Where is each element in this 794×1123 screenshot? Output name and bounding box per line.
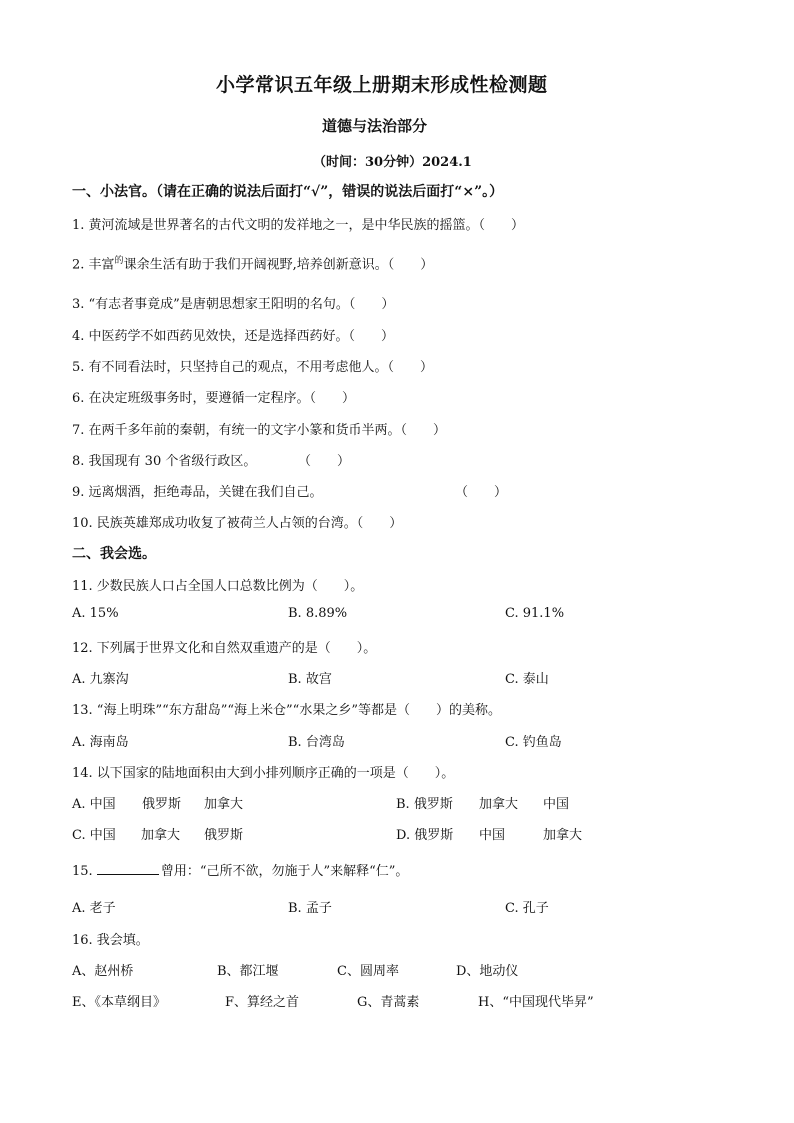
judge-item-3: 3. “有志者事竟成”是唐朝思想家王阳明的名句。（ ） — [72, 297, 395, 312]
q16-item-h: H、“中国现代毕昇” — [478, 995, 594, 1010]
q16-item-d: D、地动仪 — [456, 964, 519, 979]
q14-option-d-1: D. 俄罗斯 — [396, 828, 454, 843]
q15-blank[interactable] — [97, 862, 159, 875]
q16-item-f: F、算经之首 — [225, 995, 300, 1010]
judge-item-2 — [72, 253, 433, 272]
q13-option-a: A. 海南岛 — [72, 735, 129, 750]
judge-item-4: 4. 中医药学不如西药见效快，还是选择西药好。（ ） — [72, 329, 395, 344]
q13-option-b: B. 台湾岛 — [288, 735, 345, 750]
page-subtitle: 道德与法治部分 — [322, 117, 428, 135]
judge-item-2-pre: 2. 丰富 — [72, 257, 115, 273]
q14-option-a-2: 俄罗斯 — [142, 797, 182, 812]
section-heading-choice: 二、我会选。 — [72, 546, 156, 562]
q15-option-b: B. 孟子 — [288, 901, 332, 916]
q13-stem: 13. “海上明珠”“东方甜岛”“海上米仓”“水果之乡”等都是（ ）的美称。 — [72, 703, 501, 718]
q14-option-b-3: 中国 — [543, 797, 570, 812]
q14-option-c-3: 俄罗斯 — [204, 828, 244, 843]
q16-item-g: G、青蒿素 — [357, 995, 420, 1010]
q11-option-b: B. 8.89% — [288, 606, 348, 621]
q16-stem: 16. 我会填。 — [72, 933, 149, 948]
q13-option-c: C. 钓鱼岛 — [505, 735, 562, 750]
q16-item-b: B、都江堰 — [217, 964, 279, 979]
q15-stem — [72, 860, 408, 879]
q14-option-b-2: 加拿大 — [479, 797, 519, 812]
q15-text: 曾用：“己所不欲，勿施于人”来解释“仁”。 — [160, 864, 409, 879]
q12-option-c: C. 泰山 — [505, 672, 549, 687]
q14-option-d-3: 加拿大 — [543, 828, 583, 843]
judge-item-2-post: 课余生活有助于我们开阔视野,培养创新意识。（ ） — [123, 257, 434, 273]
q16-item-a: A、赵州桥 — [72, 964, 134, 979]
page-title: 小学常识五年级上册期末形成性检测题 — [216, 74, 548, 96]
q12-stem: 12. 下列属于世界文化和自然双重遗产的是（ ）。 — [72, 641, 377, 656]
q14-option-a-1: A. 中国 — [72, 797, 116, 812]
q11-option-a: A. 15% — [72, 606, 119, 621]
judge-item-1: 1. 黄河流域是世界著名的古代文明的发祥地之一，是中华民族的摇篮。（ ） — [72, 218, 525, 233]
q15-number: 15. — [72, 864, 97, 879]
q14-option-b-1: B. 俄罗斯 — [396, 797, 453, 812]
exam-time: （时间：30分钟）2024.1 — [313, 155, 472, 170]
q14-stem: 14. 以下国家的陆地面积由大到小排列顺序正确的一项是（ ）。 — [72, 766, 455, 781]
judge-item-2-sup: 的 — [114, 256, 124, 266]
q16-item-c: C、圆周率 — [337, 964, 399, 979]
judge-item-10: 10. 民族英雄郑成功收复了被荷兰人占领的台湾。（ ） — [72, 516, 403, 531]
q14-option-d-2: 中国 — [479, 828, 506, 843]
q14-option-c-1: C. 中国 — [72, 828, 116, 843]
judge-item-8-paren: （ ） — [298, 454, 351, 469]
q12-option-a: A. 九寨沟 — [72, 672, 129, 687]
q16-item-e: E、《本草纲目》 — [72, 995, 166, 1010]
judge-item-7: 7. 在两千多年前的秦朝，有统一的文字小篆和货币半两。（ ） — [72, 423, 447, 438]
judge-item-8: 8. 我国现有 30 个省级行政区。 — [72, 454, 257, 469]
q11-option-c: C. 91.1% — [505, 606, 565, 621]
q14-option-a-3: 加拿大 — [204, 797, 244, 812]
q12-option-b: B. 故宫 — [288, 672, 332, 687]
section-heading-judge: 一、小法官。（请在正确的说法后面打“√”，错误的说法后面打“×”。） — [72, 184, 504, 200]
judge-item-5: 5. 有不同看法时，只坚持自己的观点，不用考虑他人。（ ） — [72, 360, 434, 375]
q15-option-a: A. 老子 — [72, 901, 116, 916]
judge-item-9-paren: （ ） — [455, 485, 508, 500]
judge-item-6: 6. 在决定班级事务时，要遵循一定程序。（ ） — [72, 391, 356, 406]
q11-stem: 11. 少数民族人口占全国人口总数比例为（ ）。 — [72, 579, 364, 594]
q15-option-c: C. 孔子 — [505, 901, 549, 916]
judge-item-9: 9. 远离烟酒，拒绝毒品，关键在我们自己。 — [72, 485, 323, 500]
q14-option-c-2: 加拿大 — [141, 828, 181, 843]
